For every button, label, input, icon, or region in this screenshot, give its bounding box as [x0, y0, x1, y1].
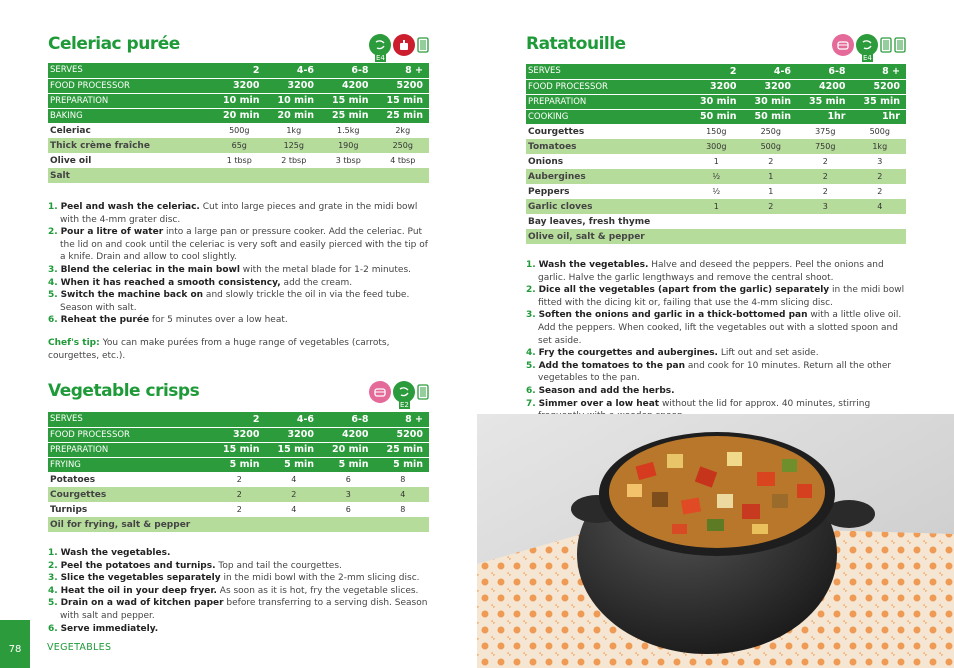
bin-icon — [417, 34, 429, 54]
row-value: 5 min — [266, 457, 321, 472]
row-value: 6-8 — [320, 63, 375, 78]
ingredient-qty: 65g — [211, 138, 266, 153]
row-value: 8 + — [375, 412, 430, 427]
ingredient-qty: 2 — [852, 169, 907, 184]
ingredient-qty: 1 — [743, 169, 798, 184]
row-value: 4-6 — [743, 64, 798, 79]
ingredient-qty: 2 — [743, 199, 798, 214]
ingredient-qty: 750g — [797, 139, 852, 154]
header-row — [48, 442, 429, 457]
bin-icon — [880, 34, 892, 54]
header-row — [48, 457, 429, 472]
row-label: FOOD PROCESSOR — [48, 78, 211, 93]
row-value: 4-6 — [266, 63, 321, 78]
ingredient-qty: 3 — [320, 487, 375, 502]
step-text: and cook for 10 minutes. Return all the other vegetables to the pan. — [538, 360, 892, 384]
row-value: 10 min — [266, 93, 321, 108]
step-lead: Pour a litre of water — [60, 227, 164, 238]
step-text: Cut into large pieces and grate in the midi bowl with the 4-mm grater disc. — [60, 202, 418, 225]
ingredient-name: Peppers — [528, 186, 570, 197]
row-value: 1hr — [852, 109, 907, 124]
step-number: 4. — [48, 277, 58, 288]
step-number: 1. — [526, 260, 536, 270]
step-number: 3. — [48, 264, 58, 275]
ingredient-qty: 150g — [706, 127, 727, 137]
row-value: 10 min — [211, 93, 266, 108]
step-text: for 5 minutes over a low heat. — [149, 315, 288, 326]
step-number: 7. — [526, 398, 536, 409]
recipe-icons-crisps — [369, 381, 429, 409]
ingredient-name: Turnips — [50, 504, 88, 515]
row-value: 15 min — [320, 93, 375, 108]
step-text: with a little olive oil. Add the peppers. When cooked, lift the vegetables out with a slotted spoon and set aside. — [538, 310, 902, 346]
ingredient-qty — [266, 168, 321, 183]
row-label: SERVES — [526, 64, 688, 79]
row-label: FRYING — [48, 457, 211, 472]
header-row — [48, 108, 429, 123]
method-crisps — [48, 547, 429, 635]
ingredient-qty — [852, 229, 907, 244]
recipe-title-ratatouille: Ratatouille — [526, 34, 626, 54]
ingredient-name: Olive oil, salt & pepper — [526, 229, 688, 244]
ingredient-qty: ½ — [688, 169, 743, 184]
chefs-tip — [48, 337, 429, 362]
ingredient-qty: 2 — [822, 187, 828, 196]
ingredient-qty — [688, 214, 743, 229]
method-step — [48, 226, 429, 264]
step-lead: Blend the celeriac in the main bowl — [60, 264, 240, 275]
header-row — [48, 78, 429, 93]
section-label: VEGETABLES — [47, 642, 112, 653]
ingredient-qty — [375, 517, 430, 532]
ingredient-name: Courgettes — [48, 487, 211, 502]
e4-icon — [369, 34, 391, 62]
ingredient-name: Salt — [48, 168, 211, 183]
step-text: in the midi bowl fitted with the dicing kit or, failing that use the 4-mm slicing disc. — [538, 285, 905, 308]
step-text: before transferring to a serving dish. Season with salt and pepper. — [60, 598, 428, 621]
pressure-cooker-icon — [393, 34, 415, 56]
method-step — [48, 623, 429, 636]
ingredient-qty: 500g — [743, 139, 798, 154]
ingredient-row — [48, 502, 429, 517]
row-value: 2 — [211, 412, 266, 427]
ingredient-qty: 6 — [345, 505, 351, 514]
ingredient-qty: 2 tbsp — [281, 156, 307, 165]
row-value: 2 — [211, 63, 266, 78]
row-value: 35 min — [852, 94, 907, 109]
step-lead: Slice the vegetables separately — [60, 573, 221, 584]
method-step — [526, 385, 906, 398]
step-text: in the midi bowl with the 2-mm slicing disc. — [220, 573, 420, 584]
step-lead: Switch the machine back on — [60, 290, 204, 301]
step-number: 5. — [48, 598, 58, 609]
ingredient-qty — [743, 214, 798, 229]
ingredient-name: Garlic cloves — [526, 199, 688, 214]
ingredient-qty: 1.5kg — [337, 126, 360, 136]
row-value: 2 — [688, 64, 743, 79]
method-step — [48, 314, 429, 327]
ingredient-qty: 3 tbsp — [335, 156, 361, 165]
ingredient-qty: 3 — [877, 157, 883, 166]
ingredient-row — [526, 124, 906, 139]
step-number: 2. — [526, 285, 536, 296]
method-step — [48, 572, 429, 585]
recipe-icons-ratatouille — [832, 34, 906, 62]
step-number: 3. — [48, 573, 58, 584]
blade-icon — [373, 38, 387, 52]
ingredient-name: Potatoes — [50, 474, 96, 485]
step-number: 4. — [48, 585, 58, 596]
step-text: As soon as it is hot, fry the vegetable slices. — [216, 585, 419, 596]
ingredient-row — [526, 169, 906, 184]
row-value: 20 min — [320, 442, 375, 457]
row-label: SERVES — [48, 412, 211, 427]
step-number: 4. — [526, 348, 536, 359]
method-step — [48, 277, 429, 290]
ingredient-qty: 3 — [797, 199, 852, 214]
row-value: 15 min — [211, 442, 266, 457]
ingredient-qty: 250g — [375, 138, 430, 153]
step-number: 1. — [48, 548, 58, 558]
row-value: 3200 — [211, 427, 266, 442]
step-lead: Wash the vegetables. — [60, 548, 171, 558]
page-number: 78 — [0, 620, 30, 668]
step-text: and slowly trickle the oil in via the feed tube. Season with salt. — [60, 290, 410, 313]
step-lead: Dice all the vegetables (apart from the garlic) separately — [538, 285, 830, 296]
row-value: 3200 — [266, 427, 321, 442]
row-value: 30 min — [743, 94, 798, 109]
ingredient-qty: 6 — [345, 475, 351, 485]
row-value: 15 min — [375, 93, 430, 108]
ingredient-qty: 2 — [236, 505, 242, 514]
recipe-table-ratatouille — [526, 64, 906, 244]
ingredient-row — [526, 199, 906, 214]
row-label: PREPARATION — [48, 442, 211, 457]
step-number: 6. — [526, 385, 536, 396]
row-label: FOOD PROCESSOR — [526, 79, 688, 94]
row-value: 3200 — [743, 79, 798, 94]
ingredient-row — [48, 153, 429, 168]
tip-text: You can make purées from a huge range of vegetables (carrots, courgettes, etc.). — [48, 338, 390, 361]
ingredient-qty: 1kg — [286, 126, 302, 136]
ingredient-qty: 2 — [768, 157, 774, 166]
step-lead: Reheat the purée — [60, 315, 150, 326]
header-row — [48, 93, 429, 108]
row-value: 3200 — [688, 79, 743, 94]
ingredient-row — [526, 229, 906, 244]
method-step — [48, 547, 429, 560]
header-row — [526, 109, 906, 124]
step-number: 6. — [48, 315, 58, 326]
step-text: without the lid for approx. 40 minutes, stirring — [661, 398, 871, 409]
ingredient-row — [48, 138, 429, 153]
step-lead: Fry the courgettes and aubergines. — [538, 348, 718, 359]
ingredient-qty: ½ — [712, 187, 721, 196]
method-step — [526, 284, 906, 309]
step-lead: Wash the vegetables. — [538, 260, 649, 270]
method-step — [48, 585, 429, 598]
ingredient-qty — [797, 214, 852, 229]
row-value: 8 + — [852, 64, 907, 79]
method-step — [526, 347, 906, 360]
header-row — [48, 63, 429, 78]
icon-label: E4 — [863, 54, 872, 62]
row-value: 30 min — [688, 94, 743, 109]
row-value: 3200 — [211, 78, 266, 93]
step-lead: Heat the oil in your deep fryer. — [60, 585, 217, 596]
ingredient-row — [526, 214, 906, 229]
ingredient-qty: 4 — [291, 505, 297, 514]
row-label: SERVES — [48, 63, 211, 78]
step-lead: Add the tomatoes to the pan — [538, 360, 685, 371]
row-value: 8 + — [375, 63, 430, 78]
ingredient-qty — [211, 517, 266, 532]
row-value: 5200 — [375, 427, 430, 442]
step-lead: Peel the potatoes and turnips. — [60, 560, 216, 571]
step-number: 3. — [526, 310, 536, 321]
ingredient-qty: 8 — [400, 505, 406, 514]
step-number: 1. — [48, 202, 58, 212]
row-value: 5 min — [375, 457, 430, 472]
ingredient-qty: 4 — [291, 475, 297, 485]
recipe-title-crisps: Vegetable crisps — [48, 381, 200, 401]
step-text: add the cream. — [280, 277, 353, 288]
ingredient-qty — [852, 214, 907, 229]
fryer-icon — [369, 381, 391, 403]
method-step — [526, 309, 906, 347]
ingredient-name: Aubergines — [526, 169, 688, 184]
ingredient-qty: 300g — [688, 139, 743, 154]
row-value: 3200 — [266, 78, 321, 93]
method-step — [526, 259, 906, 284]
ingredient-qty: 500g — [229, 126, 250, 136]
ingredient-qty — [375, 168, 430, 183]
bin-icon — [894, 34, 906, 54]
ingredient-qty — [320, 168, 375, 183]
ingredient-qty: 2kg — [395, 126, 411, 136]
ingredient-qty: 500g — [869, 127, 890, 137]
step-text: Top and tail the courgettes. — [215, 560, 342, 571]
ingredient-qty — [211, 168, 266, 183]
step-number: 2. — [48, 560, 58, 571]
row-value: 5200 — [375, 78, 430, 93]
row-value: 15 min — [266, 442, 321, 457]
ingredient-qty: 1 — [768, 187, 774, 196]
ingredient-row — [48, 168, 429, 183]
recipe-table-crisps — [48, 412, 429, 532]
step-lead: Serve immediately. — [60, 623, 159, 634]
ingredient-qty: 250g — [760, 127, 781, 137]
ingredient-qty — [688, 229, 743, 244]
row-label: COOKING — [526, 109, 688, 124]
row-value: 5 min — [211, 457, 266, 472]
ingredient-qty: 2 — [797, 169, 852, 184]
ingredient-row — [48, 517, 429, 532]
step-lead: Peel and wash the celeriac. — [60, 202, 200, 212]
row-label: PREPARATION — [48, 93, 211, 108]
step-lead: Simmer over a low heat — [538, 398, 660, 409]
row-value: 20 min — [266, 108, 321, 123]
ingredient-name: Bay leaves, fresh thyme — [528, 216, 651, 227]
row-value: 5200 — [852, 79, 907, 94]
header-row — [526, 79, 906, 94]
row-value: 4200 — [320, 427, 375, 442]
row-value: 6-8 — [320, 412, 375, 427]
ingredient-qty: 4 — [852, 199, 907, 214]
ingredient-name: Tomatoes — [526, 139, 688, 154]
method-step — [526, 360, 906, 385]
e4-icon — [856, 34, 878, 62]
row-value: 25 min — [375, 442, 430, 457]
ingredient-qty — [266, 517, 321, 532]
step-text: Lift out and set aside. — [717, 348, 819, 359]
row-value: 6-8 — [797, 64, 852, 79]
step-number: 5. — [48, 290, 58, 301]
ingredient-row — [48, 123, 429, 138]
ingredient-qty: 4 — [375, 487, 430, 502]
method-step — [48, 264, 429, 277]
ratatouille-photo — [477, 414, 954, 668]
ingredient-qty: 2 — [266, 487, 321, 502]
icon-label: E2 — [400, 401, 409, 409]
ingredient-row — [526, 184, 906, 199]
ingredient-qty: 1 — [688, 199, 743, 214]
ingredient-row — [48, 487, 429, 502]
method-step — [48, 289, 429, 314]
step-text: into a large pan or pressure cooker. Add the celeriac. Put the lid on and cook until the celeriac is very soft and easily pierced with the tip of a knife. Drain and allow to cool slightly. — [60, 227, 428, 263]
e2-icon — [393, 381, 415, 409]
step-number: 2. — [48, 227, 58, 238]
recipe-table-celeriac — [48, 63, 429, 183]
row-value: 4200 — [320, 78, 375, 93]
step-text: with the metal blade for 1-2 minutes. — [239, 264, 412, 275]
ingredient-qty: 2 — [211, 487, 266, 502]
ingredient-name: Olive oil — [50, 155, 92, 166]
ingredient-qty — [797, 229, 852, 244]
method-ratatouille — [526, 259, 906, 423]
ingredient-name: Courgettes — [528, 126, 585, 137]
ingredient-qty: 2 — [236, 475, 242, 485]
ingredient-qty: 8 — [400, 475, 406, 485]
header-row — [48, 412, 429, 427]
ingredient-qty: 375g — [815, 127, 836, 137]
recipe-icons-celeriac — [369, 34, 429, 62]
step-number: 5. — [526, 360, 536, 371]
row-value: 20 min — [211, 108, 266, 123]
header-row — [48, 427, 429, 442]
row-value: 25 min — [320, 108, 375, 123]
row-value: 4200 — [797, 79, 852, 94]
row-value: 50 min — [743, 109, 798, 124]
ingredient-qty: 190g — [320, 138, 375, 153]
row-value: 5 min — [320, 457, 375, 472]
ingredient-qty: 4 tbsp — [390, 156, 416, 165]
ingredient-qty: 1 tbsp — [226, 156, 252, 165]
ingredient-qty: 1kg — [852, 139, 907, 154]
pan-icon — [832, 34, 854, 56]
ingredient-qty — [320, 517, 375, 532]
header-row — [526, 94, 906, 109]
ingredient-qty: 2 — [877, 187, 883, 196]
bin-icon — [417, 381, 429, 401]
ingredient-row — [48, 472, 429, 487]
step-lead: When it has reached a smooth consistency, — [60, 277, 281, 288]
row-value: 35 min — [797, 94, 852, 109]
icon-label: E4 — [376, 54, 385, 62]
ingredient-name: Celeriac — [50, 125, 91, 136]
ingredient-row — [526, 154, 906, 169]
ingredient-qty — [743, 229, 798, 244]
ingredient-row — [526, 139, 906, 154]
step-text: Halve and deseed the peppers. Peel the onions and garlic. Halve the garlic lengthways and remove the central shoot. — [538, 260, 884, 283]
step-lead: Soften the onions and garlic in a thick-bottomed pan — [538, 310, 808, 321]
ingredient-qty: 125g — [266, 138, 321, 153]
row-value: 25 min — [375, 108, 430, 123]
row-label: BAKING — [48, 108, 211, 123]
row-value: 50 min — [688, 109, 743, 124]
row-value: 1hr — [797, 109, 852, 124]
method-step — [48, 201, 429, 226]
method-step — [48, 597, 429, 622]
row-label: PREPARATION — [526, 94, 688, 109]
header-row — [526, 64, 906, 79]
step-lead: Drain on a wad of kitchen paper — [60, 598, 224, 609]
row-value: 4-6 — [266, 412, 321, 427]
ingredient-name: Thick crème fraîche — [48, 138, 211, 153]
tip-label: Chef's tip: — [48, 338, 100, 348]
ingredient-qty: 2 — [822, 157, 828, 166]
method-celeriac — [48, 201, 429, 327]
ingredient-name: Oil for frying, salt & pepper — [48, 517, 211, 532]
step-lead: Season and add the herbs. — [538, 385, 675, 396]
method-step — [48, 560, 429, 573]
row-label: FOOD PROCESSOR — [48, 427, 211, 442]
step-number: 6. — [48, 623, 58, 634]
ingredient-name: Onions — [528, 156, 564, 167]
ingredient-qty: 1 — [713, 157, 719, 166]
recipe-title-celeriac: Celeriac purée — [48, 34, 180, 54]
